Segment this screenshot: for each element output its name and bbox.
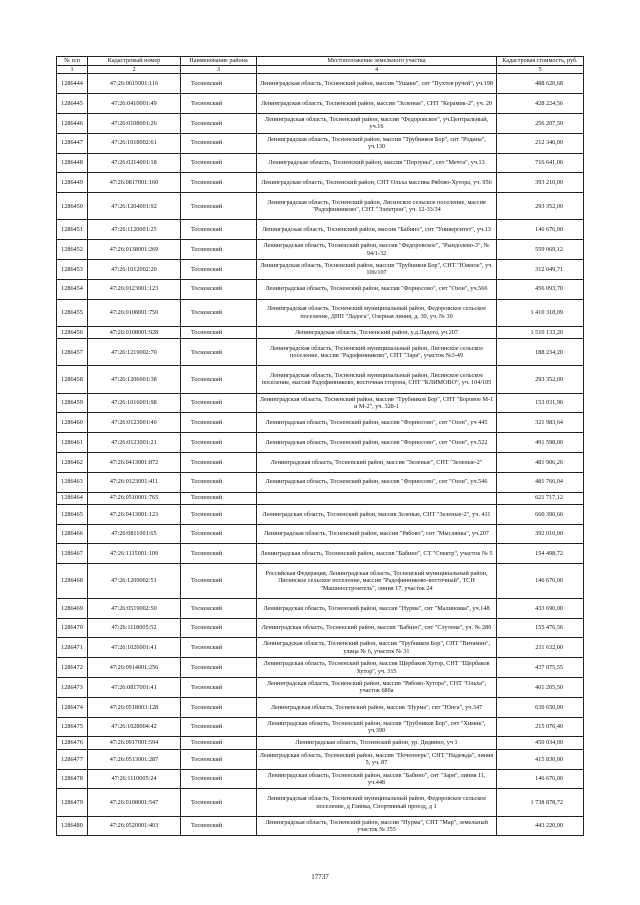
cadastral-value: 456 093,70: [497, 279, 584, 299]
land-location: Ленинградская область, Тосненский район, массив Зеленые, СНТ "Зеленые-2", уч. 411: [257, 504, 497, 524]
cadastral-number: 47:26:0214001:18: [88, 153, 181, 173]
cadastral-value: 443 220,00: [497, 816, 584, 836]
table-row: [57, 492, 584, 504]
table-row: [57, 524, 584, 544]
district-name: Тосненский: [181, 133, 257, 153]
cadastral-value: 188 234,20: [497, 339, 584, 366]
land-location: Ленинградская область, Тосненский район, массив "Трубников Бор", СНТ "Южное", уч. 106/107: [257, 259, 497, 279]
cadastral-value: 401 205,50: [497, 678, 584, 698]
table-row: [57, 769, 584, 789]
cadastral-number: 47:26:0413001:872: [88, 452, 181, 472]
cadastral-table: [56, 56, 584, 836]
table-row: [57, 74, 584, 94]
land-location: Ленинградская область, Тосненский район, массив "Нурма", снт "Юнга", уч.347: [257, 697, 497, 717]
table-body: [57, 74, 584, 836]
cadastral-number: 47:26:0123001:411: [88, 472, 181, 492]
cadastral-number: 47:26:0138001:269: [88, 240, 181, 260]
cadastral-number: 47:26:0917001:594: [88, 737, 181, 749]
table-row: [57, 299, 584, 326]
land-location: Ленинградская область, Тосненский район, массив "Рябово-Хутора", СНТ "Ольха", участок 680а: [257, 678, 497, 698]
district-name: Тосненский: [181, 173, 257, 193]
cadastral-value: 559 069,12: [497, 240, 584, 260]
row-index: 1286446: [57, 114, 88, 134]
row-index: 1286454: [57, 279, 88, 299]
district-name: Тосненский: [181, 94, 257, 114]
land-location: Ленинградская область, Тосненский район, массив "Федоровское", уч.Центральный, уч.16: [257, 114, 497, 134]
cadastral-number: 47:26:1026001:41: [88, 638, 181, 658]
cadastral-number: 47:26:0108001:750: [88, 299, 181, 326]
land-location: Ленинградская область, Тосненский район, массив "Ушаки", снт "Пухтов ручей", уч.198: [257, 74, 497, 94]
cadastral-number: 47:26:1118005:52: [88, 618, 181, 638]
table-row: [57, 737, 584, 749]
land-location: Ленинградская область, Тосненский район, массив "Зеленые", СНТ "Зеленые-2": [257, 452, 497, 472]
cadastral-number: 47:26:1219002:70: [88, 339, 181, 366]
land-location: Ленинградская область, Тосненский район, массив "Порзуны", снт "Мечта", уч.13: [257, 153, 497, 173]
district-name: Тосненский: [181, 153, 257, 173]
table-row: [57, 638, 584, 658]
table-row: [57, 173, 584, 193]
row-index: 1286480: [57, 816, 88, 836]
cadastral-number: 47:26:1028004:42: [88, 717, 181, 737]
land-location: Ленинградская область, Тосненский район, массив "Трубников Бор", СНТ "Витамин", улица № 6, участок № 31: [257, 638, 497, 658]
district-name: Тосненский: [181, 240, 257, 260]
table-row: [57, 658, 584, 678]
land-location: Ленинградская область, Тосненский район, массив "Бабино", снт "Университет", уч.13: [257, 220, 497, 240]
row-index: 1286474: [57, 697, 88, 717]
district-name: Тосненский: [181, 452, 257, 472]
district-name: Тосненский: [181, 697, 257, 717]
cadastral-number: 47:26:1120001:25: [88, 220, 181, 240]
table-row: [57, 279, 584, 299]
district-name: Тосненский: [181, 816, 257, 836]
table-row: [57, 114, 584, 134]
cadastral-number: 47:26:0811001:65: [88, 524, 181, 544]
cadastral-number: 47:26:0410001:49: [88, 94, 181, 114]
cadastral-value: 154 498,72: [497, 544, 584, 564]
table-row: [57, 413, 584, 433]
cadastral-value: 491 598,00: [497, 433, 584, 453]
table-row: [57, 220, 584, 240]
table-row: [57, 544, 584, 564]
cadastral-number: 47:26:0518003:128: [88, 697, 181, 717]
district-name: Тосненский: [181, 658, 257, 678]
district-name: Тосненский: [181, 598, 257, 618]
district-name: Тосненский: [181, 618, 257, 638]
district-name: Тосненский: [181, 769, 257, 789]
table-row: [57, 749, 584, 769]
land-location: Ленинградская область, Тосненский муниципальный район, Федоровское сельское поселение, ДНП "Ладога", Озерная линия, д. 30, уч. № 30: [257, 299, 497, 326]
cadastral-number: 47:26:0519002:50: [88, 598, 181, 618]
header-district: Наименование района: [181, 57, 257, 66]
cadastral-number: 47:26:0513001:287: [88, 749, 181, 769]
row-index: 1286463: [57, 472, 88, 492]
row-index: 1286444: [57, 74, 88, 94]
district-name: Тосненский: [181, 749, 257, 769]
land-location: Ленинградская область, Тосненский район, массив Щербаков Хутор, СНТ "Щербаков Хутор", уч. 315: [257, 658, 497, 678]
cadastral-value: 393 210,00: [497, 173, 584, 193]
cadastral-value: 146 676,00: [497, 220, 584, 240]
header-cadastral-number: Кадастровый номер: [88, 57, 181, 66]
land-location: Ленинградская область, Тосненский район, массив "Нурма", СНТ "Мар", земельный участок № 355: [257, 816, 497, 836]
cadastral-number: 47:26:0108001:547: [88, 789, 181, 816]
cadastral-number: 47:26:0108001:26: [88, 114, 181, 134]
column-number: 2: [88, 66, 181, 74]
land-location: [257, 492, 497, 504]
cadastral-value: 312 049,71: [497, 259, 584, 279]
table-row: [57, 393, 584, 413]
table-row: [57, 153, 584, 173]
district-name: Тосненский: [181, 524, 257, 544]
column-number: 5: [497, 66, 584, 74]
district-name: Тосненский: [181, 413, 257, 433]
row-index: 1286479: [57, 789, 88, 816]
table-row: [57, 133, 584, 153]
row-index: 1286451: [57, 220, 88, 240]
row-index: 1286473: [57, 678, 88, 698]
table-row: [57, 789, 584, 816]
cadastral-value: 428 224,56: [497, 94, 584, 114]
column-number: 3: [181, 66, 257, 74]
table-row: [57, 240, 584, 260]
land-location: Ленинградская область, Тосненский район, массив "Нурма", снт "Малиновка", уч.148: [257, 598, 497, 618]
cadastral-number: 47:26:1012002:20: [88, 259, 181, 279]
table-row: [57, 504, 584, 524]
cadastral-value: 639 650,00: [497, 697, 584, 717]
table-row: [57, 366, 584, 393]
row-index: 1286460: [57, 413, 88, 433]
table-row: [57, 326, 584, 338]
district-name: Тосненский: [181, 220, 257, 240]
district-name: Тосненский: [181, 472, 257, 492]
cadastral-number: 47:26:1016001:98: [88, 393, 181, 413]
land-location: Ленинградская область, Тосненский район, у.д.Ладога, уч.207: [257, 326, 497, 338]
district-name: Тосненский: [181, 114, 257, 134]
land-location: Ленинградская область, Тосненский район, массив "Бабино", СТ "Спектр", участок № 5: [257, 544, 497, 564]
row-index: 1286469: [57, 598, 88, 618]
land-location: Ленинградская область, Тосненский район, массив "Трубников Бор", СНТ "Боровое М-1 и М-2", уч. 328-1: [257, 393, 497, 413]
row-index: 1286453: [57, 259, 88, 279]
document-sheet: [56, 56, 583, 836]
cadastral-number: 47:26:1110005:24: [88, 769, 181, 789]
row-index: 1286467: [57, 544, 88, 564]
header-location: Местоположение земельного участка: [257, 57, 497, 66]
district-name: Тосненский: [181, 492, 257, 504]
cadastral-value: 392 010,00: [497, 524, 584, 544]
cadastral-value: 155 476,56: [497, 618, 584, 638]
cadastral-number: 47:26:0413001:123: [88, 504, 181, 524]
land-location: Ленинградская область, Тосненский район, массив "Почепнерь", СНТ "Надежда", линия 5, уч. 87: [257, 749, 497, 769]
district-name: Тосненский: [181, 326, 257, 338]
row-index: 1286447: [57, 133, 88, 153]
district-name: Тосненский: [181, 717, 257, 737]
row-index: 1286455: [57, 299, 88, 326]
row-index: 1286456: [57, 326, 88, 338]
cadastral-value: 212 346,00: [497, 133, 584, 153]
table-row: [57, 452, 584, 472]
land-location: Ленинградская область, Тосненский район, массив "Форносово", снт "Озон", уч.522: [257, 433, 497, 453]
land-location: Ленинградская область, Тосненский район, массив "Трубников Бор", снт "Химик", уч.390: [257, 717, 497, 737]
row-index: 1286470: [57, 618, 88, 638]
cadastral-value: 488 620,68: [497, 74, 584, 94]
cadastral-value: 211 632,00: [497, 638, 584, 658]
district-name: Тосненский: [181, 789, 257, 816]
table-row: [57, 339, 584, 366]
cadastral-value: 1 410 318,09: [497, 299, 584, 326]
row-index: 1286462: [57, 452, 88, 472]
cadastral-number: 47:26:0108001:928: [88, 326, 181, 338]
land-location: Ленинградская область, Тосненский район, массив "Бабино", снт "Слутема", уч. № 280: [257, 618, 497, 638]
district-name: Тосненский: [181, 279, 257, 299]
table-row: [57, 94, 584, 114]
cadastral-number: 47:26:0123001:21: [88, 433, 181, 453]
land-location: Ленинградская область, Тосненский район, СНТ Ольха массива Рябово-Хутора, уч. 956: [257, 173, 497, 193]
land-location: Ленинградская область, Тосненский район, массив "Трубников Бор", снт "Родина", уч.130: [257, 133, 497, 153]
cadastral-value: 621 717,12: [497, 492, 584, 504]
land-location: Ленинградская область, Тосненский район, массив "Форносово", снт "Озон", уч.566: [257, 279, 497, 299]
district-name: Тосненский: [181, 564, 257, 599]
cadastral-value: 433 690,00: [497, 598, 584, 618]
district-name: Тосненский: [181, 433, 257, 453]
district-name: Тосненский: [181, 299, 257, 326]
cadastral-number: 47:26:0817001:160: [88, 173, 181, 193]
land-location: Ленинградская область, Тосненский район, массив "Федоровское", "Рындолево-3", № 94/1-32: [257, 240, 497, 260]
cadastral-value: 481 766,04: [497, 472, 584, 492]
land-location: Ленинградская область, Тосненский район, массив "Рябово", снт "Мыслянка", уч.207: [257, 524, 497, 544]
row-index: 1286457: [57, 339, 88, 366]
cadastral-number: 47:26:0520001:403: [88, 816, 181, 836]
table-row: [57, 816, 584, 836]
row-index: 1286472: [57, 658, 88, 678]
cadastral-value: 437 075,55: [497, 658, 584, 678]
row-index: 1286445: [57, 94, 88, 114]
cadastral-value: 153 031,96: [497, 393, 584, 413]
row-index: 1286468: [57, 564, 88, 599]
table-row: [57, 472, 584, 492]
land-location: Ленинградская область, Тосненский район, ур. Дидвино, уч 1: [257, 737, 497, 749]
row-index: 1286476: [57, 737, 88, 749]
header-index: № п/п: [57, 57, 88, 66]
cadastral-number: 47:26:0123001:123: [88, 279, 181, 299]
cadastral-number: 47:26:0510001:765: [88, 492, 181, 504]
row-index: 1286461: [57, 433, 88, 453]
column-number: 4: [257, 66, 497, 74]
cadastral-value: 146 676,00: [497, 564, 584, 599]
row-index: 1286475: [57, 717, 88, 737]
row-index: 1286448: [57, 153, 88, 173]
district-name: Тосненский: [181, 259, 257, 279]
row-index: 1286464: [57, 492, 88, 504]
row-index: 1286471: [57, 638, 88, 658]
table-row: [57, 564, 584, 599]
district-name: Тосненский: [181, 366, 257, 393]
cadastral-value: 1 510 133,20: [497, 326, 584, 338]
cadastral-number: 47:26:1204001:92: [88, 193, 181, 220]
cadastral-value: 450 034,00: [497, 737, 584, 749]
table-row: [57, 697, 584, 717]
page-number: 17737: [311, 873, 329, 881]
district-name: Тосненский: [181, 544, 257, 564]
cadastral-value: 293 352,00: [497, 366, 584, 393]
column-number: 1: [57, 66, 88, 74]
cadastral-number: 47:26:0123001:40: [88, 413, 181, 433]
row-index: 1286450: [57, 193, 88, 220]
land-location: Ленинградская область, Тосненский район, массив "Бабино", снт "Заря", линия 11, уч.448: [257, 769, 497, 789]
land-location: Российская Федерация, Ленинградская область, Тосненский муниципальный район, Лисинское сельское поселение, массив "Радофинниково-восточный", ТСН "Машиностроитель", линия 17, участок 24: [257, 564, 497, 599]
district-name: Тосненский: [181, 638, 257, 658]
row-index: 1286478: [57, 769, 88, 789]
land-location: Ленинградская область, Тосненский район, массив "Форносово", снт "Озон", уч 445: [257, 413, 497, 433]
district-name: Тосненский: [181, 504, 257, 524]
district-name: Тосненский: [181, 339, 257, 366]
cadastral-value: 256 207,50: [497, 114, 584, 134]
table-row: [57, 433, 584, 453]
cadastral-value: 415 830,00: [497, 749, 584, 769]
district-name: Тосненский: [181, 393, 257, 413]
cadastral-number: 47:26:1115001:109: [88, 544, 181, 564]
cadastral-value: 1 738 878,72: [497, 789, 584, 816]
district-name: Тосненский: [181, 678, 257, 698]
land-location: Ленинградская область, Тосненский муниципальный район, Лисинское сельское поселение, массив Радофинниково, восточная сторона, СНТ "КЛИМОВО", уч. 104/105: [257, 366, 497, 393]
cadastral-number: 47:26:1206001:38: [88, 366, 181, 393]
land-location: Ленинградская область, Тосненский район, массив "Зеленые", СНТ "Керамик-2", уч. 20: [257, 94, 497, 114]
row-index: 1286452: [57, 240, 88, 260]
table-row: [57, 259, 584, 279]
land-location: Ленинградская область, Тосненский район, массив "Форносово", снт "Озон", уч.546: [257, 472, 497, 492]
header-row: [57, 57, 584, 66]
cadastral-value: 660 390,66: [497, 504, 584, 524]
district-name: Тосненский: [181, 193, 257, 220]
cadastral-number: 47:26:0615001:116: [88, 74, 181, 94]
district-name: Тосненский: [181, 74, 257, 94]
land-location: Ленинградская область, Тосненский муниципальный район, Лисинское сельское поселение, массив "Радофинниково", СНТ "Заря", участок №3-49: [257, 339, 497, 366]
row-index: 1286465: [57, 504, 88, 524]
land-location: Ленинградская область, Тосненский район, Лисинское сельское поселение, массив "Радофинниково", СНТ "Электрон", уч. 12-33/34: [257, 193, 497, 220]
cadastral-number: 47:26:0914001:256: [88, 658, 181, 678]
cadastral-value: 481 906,26: [497, 452, 584, 472]
column-numbering-row: [57, 66, 584, 74]
cadastral-number: 47:26:0817001:41: [88, 678, 181, 698]
table-row: [57, 193, 584, 220]
cadastral-value: 215 076,40: [497, 717, 584, 737]
row-index: 1286458: [57, 366, 88, 393]
row-index: 1286459: [57, 393, 88, 413]
table-row: [57, 717, 584, 737]
table-row: [57, 598, 584, 618]
cadastral-number: 47:26:1018002:61: [88, 133, 181, 153]
district-name: Тосненский: [181, 737, 257, 749]
table-row: [57, 618, 584, 638]
land-location: Ленинградская область, Тосненский муниципальный район, Федоровское сельское поселение, д Глинка, Спортивный проезд, д 1: [257, 789, 497, 816]
cadastral-value: 293 352,00: [497, 193, 584, 220]
row-index: 1286449: [57, 173, 88, 193]
row-index: 1286477: [57, 749, 88, 769]
header-cadastral-value: Кадастровая стоимость, руб.: [497, 57, 584, 66]
cadastral-value: 716 641,06: [497, 153, 584, 173]
cadastral-value: 146 676,00: [497, 769, 584, 789]
cadastral-value: 321 983,64: [497, 413, 584, 433]
row-index: 1286466: [57, 524, 88, 544]
table-row: [57, 678, 584, 698]
cadastral-number: 47:26:1209002:51: [88, 564, 181, 599]
